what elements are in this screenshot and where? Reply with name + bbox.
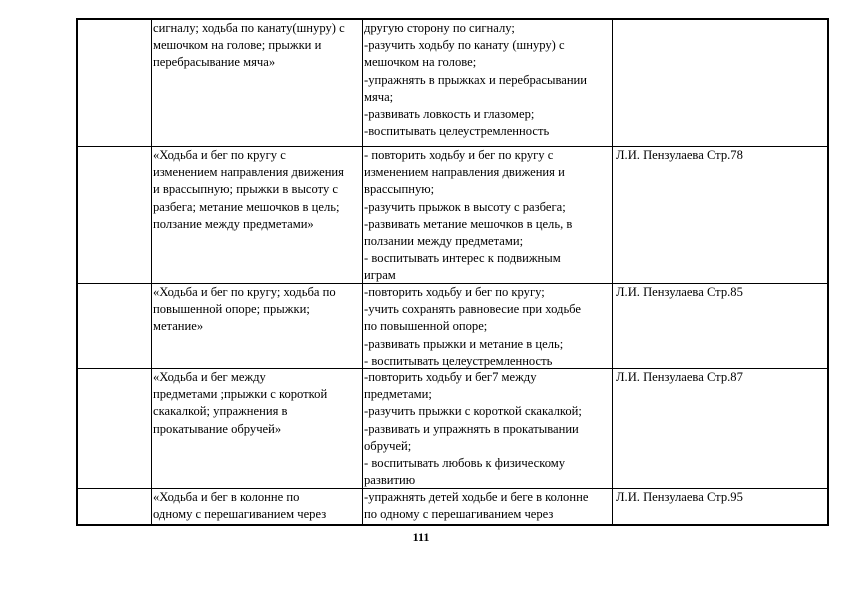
cell-line: метание» [153,319,204,334]
cell-line: перебрасывание мяча» [153,55,276,70]
cell-line: -учить сохранять равновесие при ходьбе [364,302,582,317]
lesson-plan-table [76,18,829,526]
table-row [78,20,827,146]
topic-cell [151,489,362,524]
date-cell [78,147,151,283]
source-cell [612,489,827,524]
objectives-cell [362,147,612,283]
cell-line: -развивать и упражнять в прокатывании [364,421,579,436]
cell-line: по повышенной опоре; [364,319,488,334]
cell-line: - воспитывать интерес к подвижным [364,251,561,266]
cell-line: одному с перешагиванием через [153,507,327,522]
cell-line: развитию [364,473,416,488]
cell-line: -разучить ходьбу по канату (шнуру) с [364,38,565,53]
date-cell [78,489,151,524]
cell-line: ползание между предметами» [153,216,314,231]
source-cell [612,369,827,488]
cell-line: предметами ;прыжки с короткой [153,387,328,402]
cell-line: прокатывание обручей» [153,421,282,436]
cell-line: играм [364,268,396,283]
table-row [78,146,827,283]
cell-line: предметами; [364,387,432,402]
cell-line: врассыпную; [364,182,435,197]
table-row [78,488,827,524]
cell-line: -воспитывать целеустремленность [364,124,550,139]
cell-line: мяча; [364,89,394,104]
table-row [78,283,827,368]
cell-line: ползании между предметами; [364,234,524,249]
cell-line: Л.И. Пензулаева Стр.85 [616,285,743,299]
topic-cell [151,284,362,368]
cell-line: изменением направления движения и [364,165,565,180]
cell-line: - воспитывать любовь к физическому [364,456,566,471]
cell-line: Л.И. Пензулаева Стр.95 [616,490,743,504]
cell-line: Л.И. Пензулаева Стр.78 [616,148,743,162]
page-number: 111 [412,530,430,544]
cell-line: обручей; [364,438,412,453]
cell-line: Л.И. Пензулаева Стр.87 [616,370,743,384]
cell-line: - воспитывать целеустремленность [364,353,553,368]
cell-line: разбега; метание мешочков в цель; [153,199,340,214]
cell-line: скакалкой; упражнения в [153,404,288,419]
cell-line: сигналу; ходьба по канату(шнуру) с [153,21,345,35]
cell-line: «Ходьба и бег в колонне по [153,490,300,504]
cell-line: другую сторону по сигналу; [364,21,515,35]
cell-line: -разучить прыжок в высоту с разбега; [364,199,566,214]
cell-line: -развивать прыжки и метание в цель; [364,336,564,351]
objectives-cell [362,369,612,488]
objectives-cell [362,284,612,368]
cell-line: и врассыпную; прыжки в высоту с [153,182,338,197]
cell-line: по одному с перешагиванием через [364,507,554,522]
source-cell [612,284,827,368]
date-cell [78,284,151,368]
cell-line: -развивать метание мешочков в цель, в [364,216,573,231]
cell-line: -упражнять детей ходьбе и беге в колонне [364,490,589,504]
cell-line: изменением направления движения [153,165,344,180]
topic-cell [151,147,362,283]
table-row [78,368,827,488]
date-cell [78,369,151,488]
source-cell [612,20,827,146]
objectives-cell [362,489,612,524]
cell-line: «Ходьба и бег по кругу с [153,148,286,162]
cell-line: - повторить ходьбу и бег по кругу с [364,148,554,162]
source-cell [612,147,827,283]
cell-line: мешочком на голове; прыжки и [153,38,322,53]
cell-line: повышенной опоре; прыжки; [153,302,310,317]
cell-line: -развивать ловкость и глазомер; [364,107,535,122]
topic-cell [151,369,362,488]
cell-line: -упражнять в прыжках и перебрасывании [364,72,588,87]
cell-line: мешочком на голове; [364,55,477,70]
cell-line: -повторить ходьбу и бег7 между [364,370,537,384]
date-cell [78,20,151,146]
cell-line: «Ходьба и бег по кругу; ходьба по [153,285,336,299]
cell-line: -разучить прыжки с короткой скакалкой; [364,404,582,419]
topic-cell [151,20,362,146]
objectives-cell [362,20,612,146]
cell-line: -повторить ходьбу и бег по кругу; [364,285,545,299]
cell-line: «Ходьба и бег между [153,370,266,384]
